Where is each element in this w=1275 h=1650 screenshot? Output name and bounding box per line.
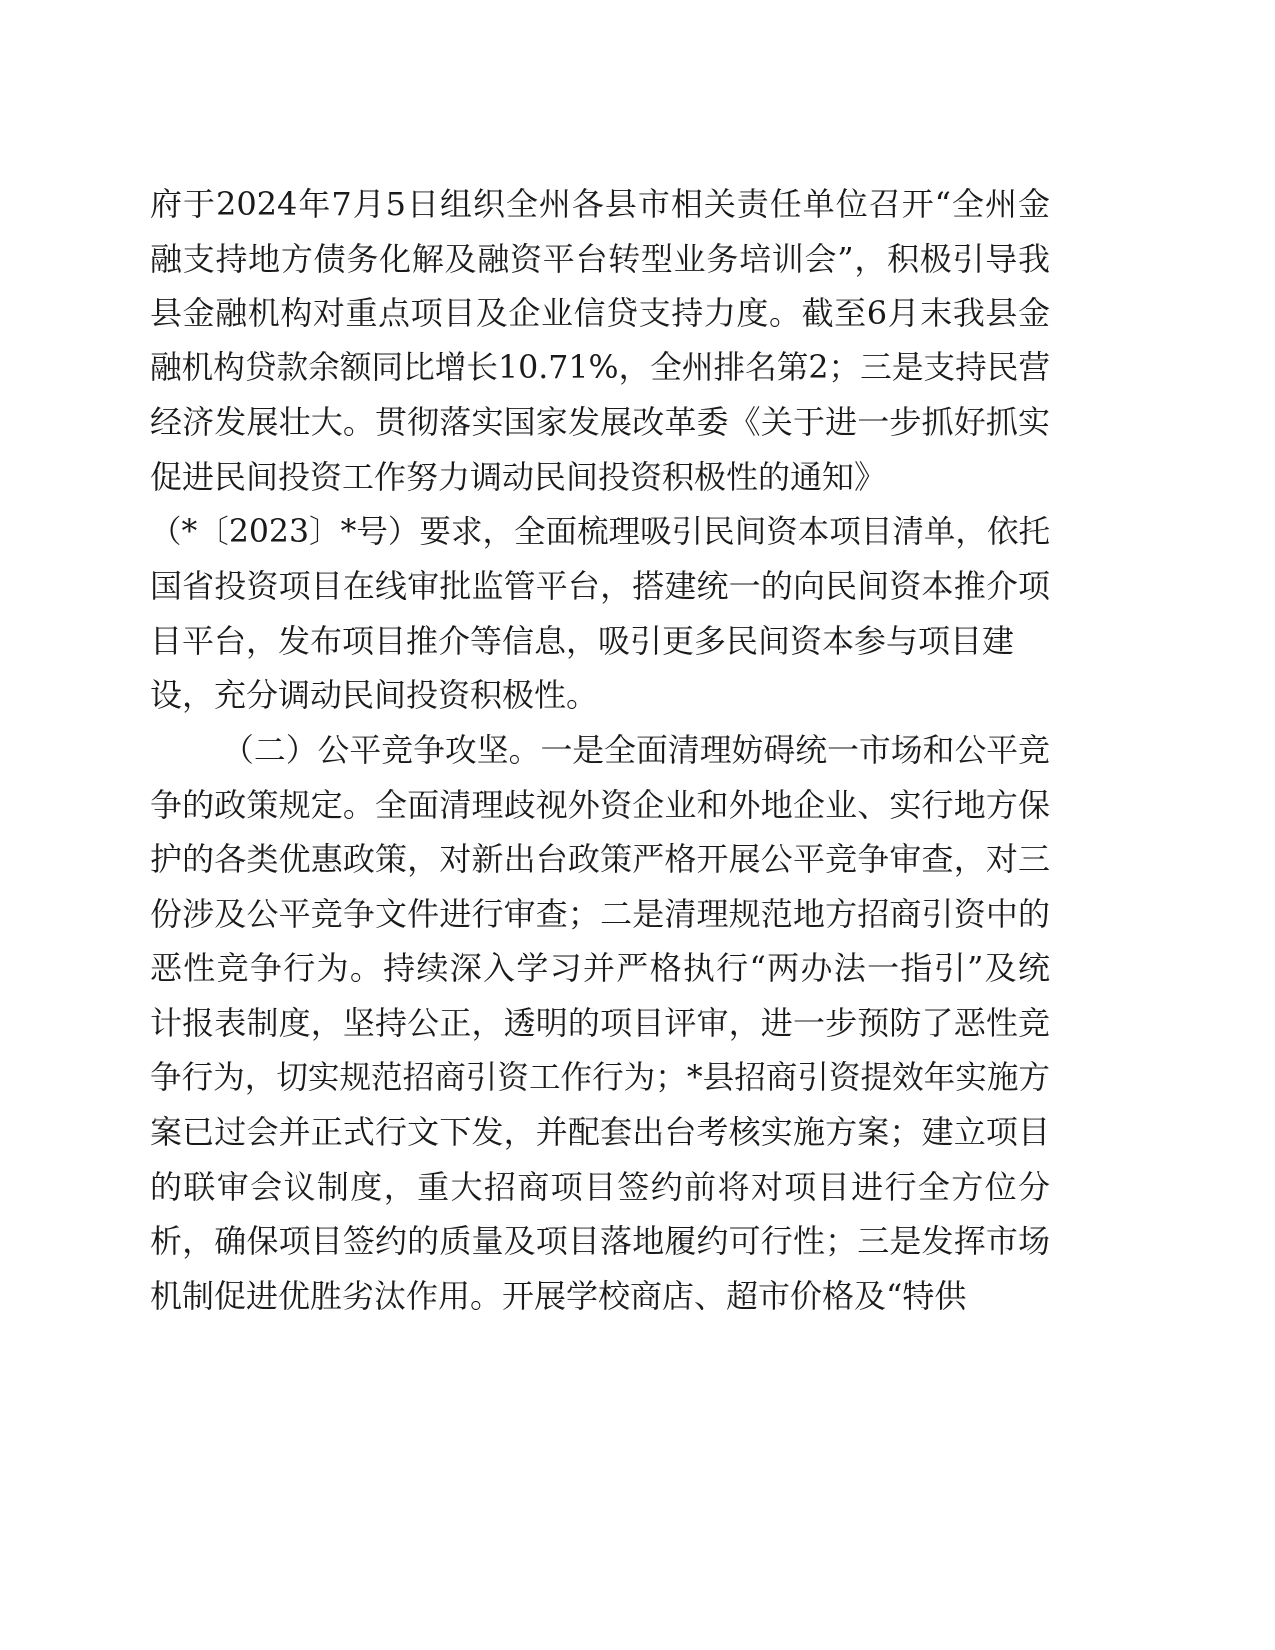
text-line: 析，确保项目签约的质量及项目落地履约可行性；三是发挥市场: [150, 1222, 1050, 1261]
text-line: 机制促进优胜劣汰作用。开展学校商店、超市价格及“特供: [150, 1276, 967, 1315]
text-line: （*〔2023〕*号）要求，全面梳理吸引民间资本项目清单，依托: [150, 513, 1050, 550]
text-line: 份涉及公平竞争文件进行审查；二是清理规范地方招商引资中的: [150, 894, 1050, 933]
section-heading-line: （二）公平竞争攻坚。一是全面清理妨碍统一市场和公平竞: [222, 730, 1050, 769]
text-line: 促进民间投资工作努力调动民间投资积极性的通知》: [150, 457, 887, 496]
text-line: 经济发展壮大。贯彻落实国家发展改革委《关于进一步抓好抓实: [150, 403, 1050, 442]
text-line: 计报表制度，坚持公正，透明的项目评审，进一步预防了恶性竞: [150, 1003, 1050, 1042]
text-line: 案已过会并正式行文下发，并配套出台考核实施方案；建立项目: [150, 1113, 1050, 1152]
text-line: 县金融机构对重点项目及企业信贷支持力度。截至6月末我县金: [150, 294, 1050, 333]
text-line: 争行为，切实规范招商引资工作行为；*县招商引资提效年实施方: [150, 1059, 1050, 1096]
text-line: 融支持地方债务化解及融资平台转型业务培训会”，积极引导我: [150, 239, 1050, 278]
text-line: 设，充分调动民间投资积极性。: [150, 676, 599, 715]
text-line: 国省投资项目在线审批监管平台，搭建统一的向民间资本推介项: [150, 567, 1050, 606]
text-line: 融机构贷款余额同比增长10.71%，全州排名第2；三是支持民营: [150, 349, 1050, 386]
text-line: 目平台，发布项目推介等信息，吸引更多民间资本参与项目建: [150, 621, 1015, 660]
text-line: 争的政策规定。全面清理歧视外资企业和外地企业、实行地方保: [150, 785, 1050, 824]
text-line: 恶性竞争行为。持续深入学习并严格执行“两办法一指引”及统: [150, 949, 1050, 988]
text-line: 的联审会议制度，重大招商项目签约前将对项目进行全方位分: [150, 1167, 1050, 1206]
text-line: 府于2024年7月5日组织全州各县市相关责任单位召开“全州金: [150, 185, 1050, 223]
text-line: 护的各类优惠政策，对新出台政策严格开展公平竞争审查，对三: [150, 840, 1050, 879]
body-text: [150, 177, 1050, 1323]
